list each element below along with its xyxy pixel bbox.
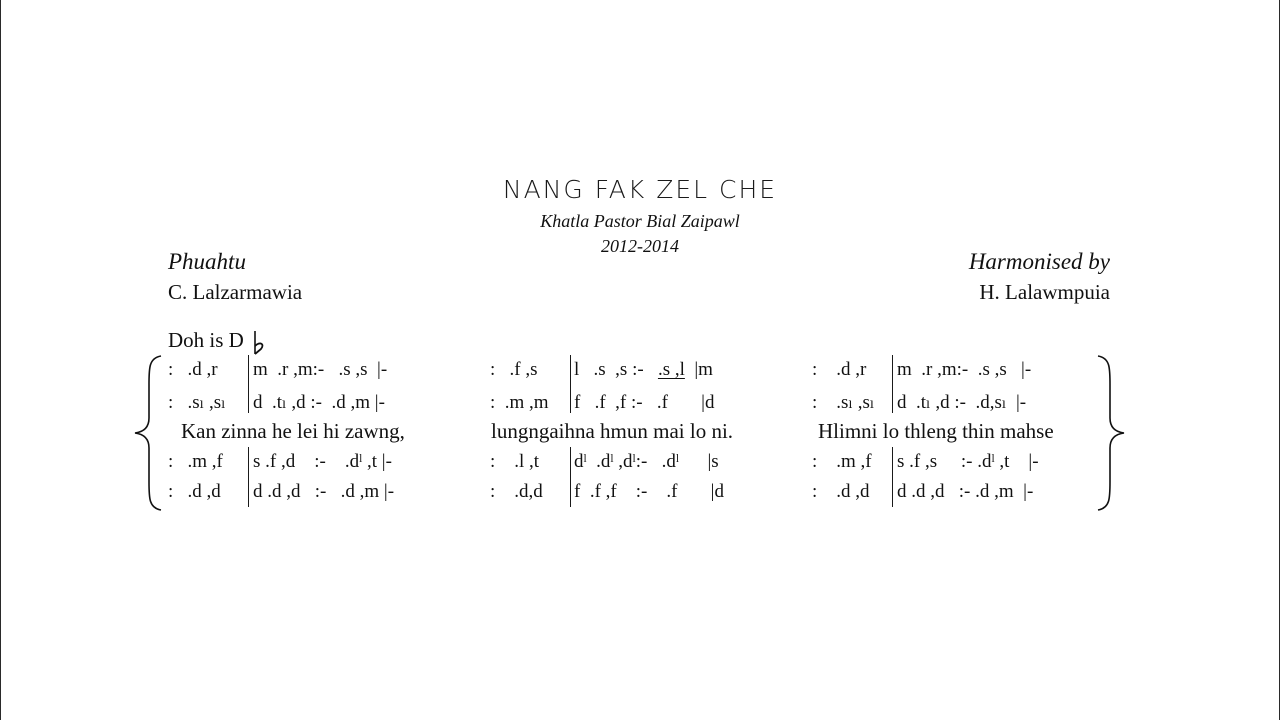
key-signature: Doh is D [168, 328, 244, 352]
barline-3-lower [892, 447, 893, 507]
bass-line [0, 479, 1280, 505]
soprano-s2-measure-a: l .s ,s :- [574, 359, 658, 380]
barline-2-lower [570, 447, 571, 507]
harmoniser-label: Harmonised by [968, 249, 1110, 274]
tenor-s1-measure: s .f ,d :- .dˡ ,t |- [253, 451, 392, 472]
tenor-s2-measure: dˡ .dˡ ,dˡ:- .dˡ |s [574, 451, 719, 472]
bass-s2-measure: f .f ,f :- .f |d [574, 481, 724, 502]
soprano-s2-measure [574, 357, 713, 383]
lyrics-segment-3: Hlimni lo thleng thin mahse [818, 419, 1054, 443]
soprano-s3-pickup: : .d ,r [812, 359, 867, 380]
bass-s1-pickup: : .d ,d [168, 481, 221, 502]
alto-s1-measure: d .tₗ ,d :- .d ,m |- [253, 392, 385, 413]
bass-s3-pickup: : .d ,d [812, 481, 870, 502]
barline-1-lower [248, 447, 249, 507]
tenor-s3-pickup: : .m ,f [812, 451, 872, 472]
soprano-line [0, 357, 1280, 383]
lyricist-name: C. Lalzarmawia [168, 280, 303, 304]
bass-s2-pickup: : .d,d [490, 481, 543, 502]
soprano-s2-measure-c: |m [684, 359, 713, 380]
soprano-s1-pickup: : .d ,r [168, 359, 218, 380]
barline-1-upper [248, 355, 249, 413]
bass-s1-measure: d .d ,d :- .d ,m |- [253, 481, 395, 502]
tenor-s1-pickup: : .m ,f [168, 451, 223, 472]
tenor-line [0, 449, 1280, 475]
flat-sign-icon [253, 330, 265, 356]
lyrics-segment-1: Kan zinna he lei hi zawng, [181, 419, 405, 443]
years: 2012-2014 [601, 236, 679, 256]
lyricist-label: Phuahtu [168, 249, 246, 274]
barline-3-upper [892, 355, 893, 413]
tenor-s2-pickup: : .l ,t [490, 451, 540, 472]
song-title: NANG FAK ZEL CHE [502, 175, 778, 204]
bass-s3-measure: d .d ,d :- .d ,m |- [897, 481, 1034, 502]
alto-s2-measure: f .f ,f :- .f |d [574, 392, 715, 413]
alto-s3-measure: d .tₗ ,d :- .d,sₗ |- [897, 392, 1027, 413]
harmoniser-name: H. Lalawmpuia [979, 280, 1110, 304]
soprano-s2-underlined-notes: .s ,l [657, 359, 685, 380]
soprano-s2-pickup: : .f ,s [490, 359, 538, 380]
alto-s2-pickup: : .m ,m [490, 392, 549, 413]
tenor-s3-measure: s .f ,s :- .dˡ ,t |- [897, 451, 1039, 472]
lyrics-segment-2: lungngaihna hmun mai lo ni. [491, 419, 734, 443]
alto-s1-pickup: : .sₗ ,sₗ [168, 392, 226, 413]
alto-s3-pickup: : .sₗ ,sₗ [812, 392, 875, 413]
soprano-s3-measure: m .r ,m:- .s ,s |- [897, 359, 1032, 380]
soprano-s1-measure: m .r ,m:- .s ,s |- [253, 359, 388, 380]
alto-line [0, 390, 1280, 416]
choir-name: Khatla Pastor Bial Zaipawl [540, 211, 740, 231]
barline-2-upper [570, 355, 571, 413]
